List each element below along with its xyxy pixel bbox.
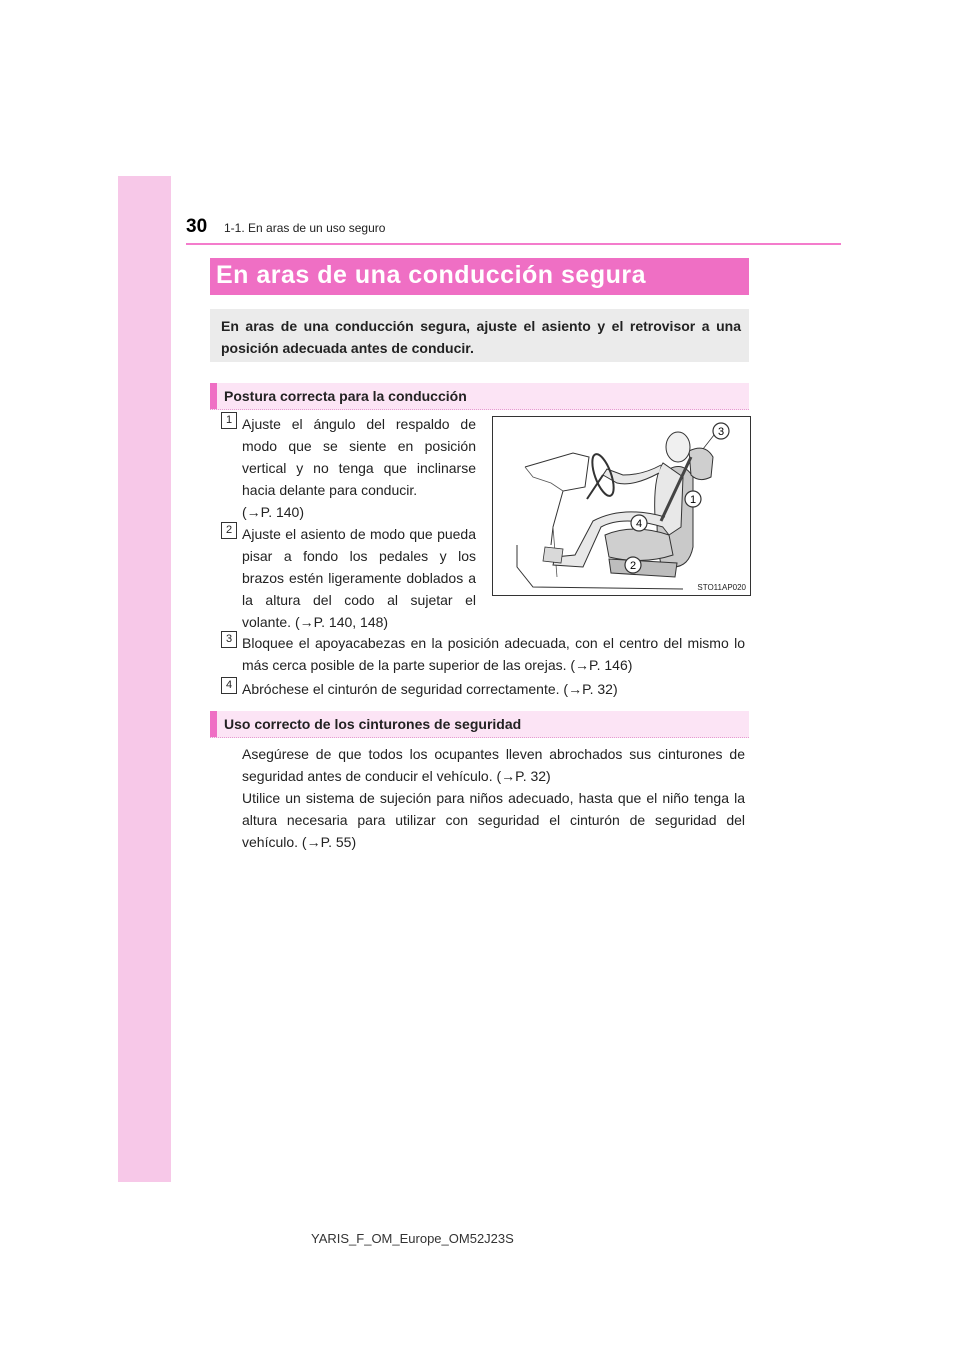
subheading-label: Postura correcta para la conducción [224,388,467,404]
svg-text:3: 3 [717,426,725,438]
side-tab-strip [118,176,171,1182]
subheading-seatbelts [210,711,749,738]
intro-text: En aras de una conducción segura, ajuste el asiento y el retrovisor a una posición adecuada antes de conducir. [221,318,741,356]
section-reference: 1-1. En aras de un uso seguro [224,221,386,235]
driver-seat-illustration [493,417,750,595]
item-number-badge: 1 [221,412,237,429]
svg-text:1: 1 [689,494,697,506]
callout-4 [631,515,647,531]
item-number-badge: 2 [221,522,237,539]
subheading-label: Uso correcto de los cinturones de seguridad [224,716,522,732]
seatbelt-usage-text [242,743,745,853]
item-1-body: Ajuste el ángulo del respaldo de modo que se siente en posición vertical y no tenga que inclinarse hacia delante para conducir. [242,416,476,498]
item-1-text [242,413,476,523]
page-number: 30 [186,216,208,237]
item-number-badge: 3 [221,631,237,648]
figure-caption: STO11AP020 [697,583,746,592]
subheading-posture [210,383,749,410]
paragraph: Asegúrese de que todos los ocupantes lleven abrochados sus cinturones de seguridad antes de conducir el vehículo. (→P. 32) [242,746,745,784]
subheading-marker [210,711,217,737]
item-3-text: Bloquee el apoyacabezas en la posición adecuada, con el centro del mismo lo más cerca posible de la parte superior de las orejas. (→P. 146) [242,635,745,673]
subheading-marker [210,383,217,409]
svg-text:4: 4 [635,518,643,530]
item-1-ref: (→P. 140) [242,504,304,520]
svg-text:2: 2 [629,560,637,572]
header-divider [186,243,841,245]
item-4-text: Abróchese el cinturón de seguridad correctamente. (→P. 32) [242,681,618,697]
driving-posture-figure [492,416,751,596]
callout-2 [625,557,641,573]
footer-doc-id: YARIS_F_OM_Europe_OM52J23S [311,1231,514,1246]
callout-1 [685,491,701,507]
item-number-badge: 4 [221,677,237,694]
item-2-ref: (→P. 140, 148) [294,614,389,630]
callout-3 [703,423,729,449]
page-title: En aras de una conducción segura [216,261,647,289]
paragraph: Utilice un sistema de sujeción para niños adecuado, hasta que el niño tenga la altura necesaria para utilizar con seguridad el cinturón de seguridad del vehículo. (→P. 55) [242,790,745,850]
item-2-text [242,523,476,633]
item-2-body: Ajuste el asiento de modo que pueda pisar a fondo los pedales y los brazos estén ligeramente doblados a la altura del codo al sujetar el volante. [242,526,476,630]
